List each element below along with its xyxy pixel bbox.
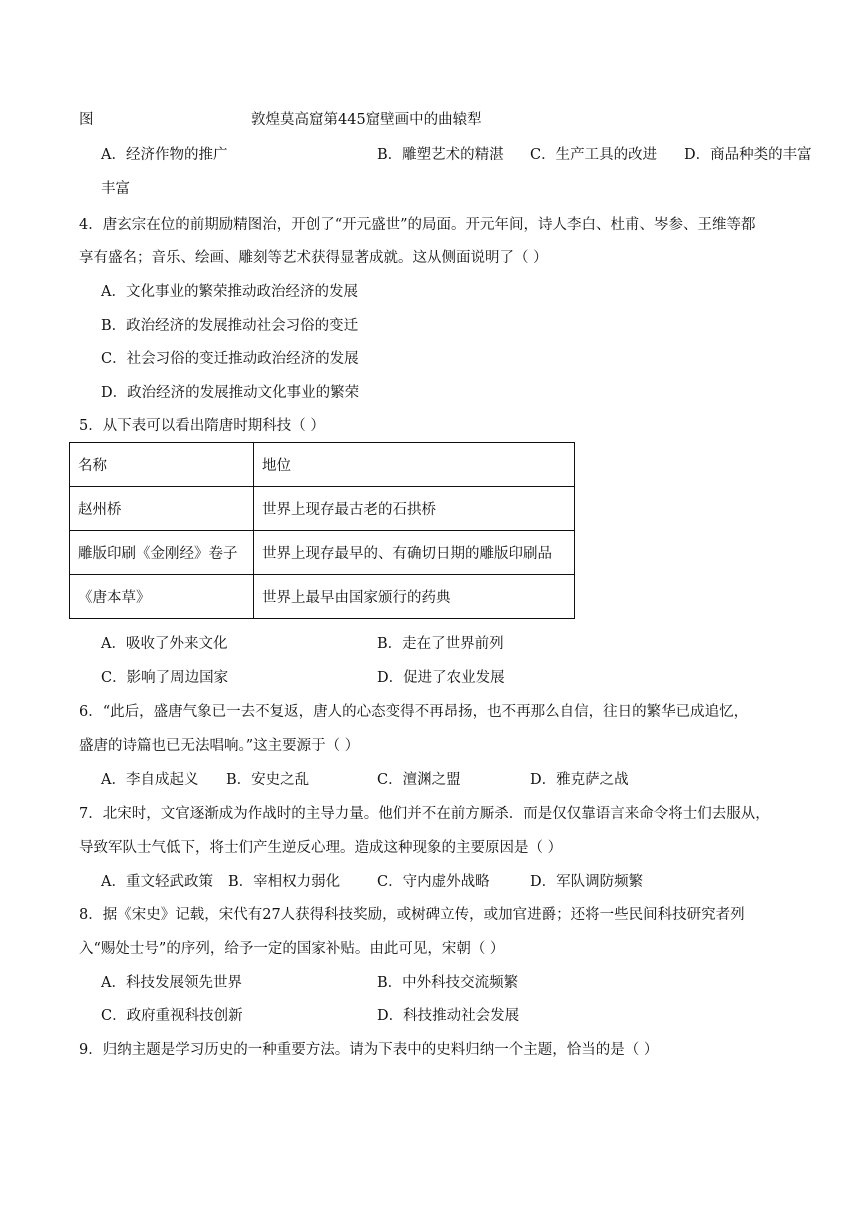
q3-option-d-wrap: 丰富 [101,181,130,197]
table-cell: 赵州桥 [70,487,254,531]
q7-option-a: A．重文轻武政策 [101,874,213,890]
q8-stem-line2: 入“赐处士号”的序列，给予一定的国家补贴。由此可见，宋朝（ ） [79,941,505,957]
q6-option-d: D．雅克萨之战 [530,772,629,788]
q9-stem: 9．归纳主题是学习历史的一种重要方法。请为下表中的史料归纳一个主题，恰当的是（ ） [79,1042,659,1058]
q7-option-d: D．军队调防频繁 [530,874,644,890]
table-row [70,575,575,619]
table-header-row [70,443,575,487]
q7-stem-line1: 7．北宋时，文官逐渐成为作战时的主导力量。他们并不在前方厮杀．而是仅仅靠语言来命令将士们去服从， [79,806,770,822]
q5-option-d: D．促进了农业发展 [377,670,505,686]
q4-stem-line2: 享有盛名；音乐、绘画、雕刻等艺术获得显著成就。这从侧面说明了（ ） [79,250,548,266]
q8-option-c: C．政府重视科技创新 [101,1008,243,1024]
q6-stem-line1: 6．“此后，盛唐气象已一去不复返，唐人的心态变得不再昂扬，也不再那么自信，往日的繁华已成追忆， [79,704,749,720]
table-cell: 世界上现存最早的、有确切日期的雕版印刷品 [254,531,575,575]
q4-option-d: D．政治经济的发展推动文化事业的繁荣 [101,385,360,401]
q5-option-b: B．走在了世界前列 [377,636,504,652]
q8-stem-line1: 8．据《宋史》记载，宋代有27人获得科技奖励，或树碑立传，或加官进爵；还将一些民间科技研究者列 [79,907,745,923]
figure-label: 图 [79,112,94,128]
q6-option-a: A．李自成起义 [101,772,199,788]
q4-stem-line1: 4．唐玄宗在位的前期励精图治，开创了“开元盛世”的局面。开元年间，诗人李白、杜甫、岑参、王维等都 [79,217,756,233]
q3-option-a: A．经济作物的推广 [101,147,228,163]
q4-option-b: B．政治经济的发展推动社会习俗的变迁 [101,318,359,334]
q8-option-b: B．中外科技交流频繁 [377,975,519,991]
q6-option-c: C．澶渊之盟 [377,772,461,788]
q8-option-d: D．科技推动社会发展 [377,1008,520,1024]
table-cell: 世界上最早由国家颁行的药典 [254,575,575,619]
q7-option-c: C．守内虚外战略 [377,874,490,890]
table-header-name: 名称 [70,443,254,487]
q4-option-c: C．社会习俗的变迁推动政治经济的发展 [101,351,359,367]
table-cell: 《唐本草》 [70,575,254,619]
table-row [70,531,575,575]
figure-caption: 敦煌莫高窟第445窟壁画中的曲辕犁 [251,112,482,128]
q7-option-b: B．宰相权力弱化 [228,874,341,890]
q5-option-c: C．影响了周边国家 [101,670,229,686]
table-cell: 雕版印刷《金刚经》卷子 [70,531,254,575]
q7-stem-line2: 导致军队士气低下，将士们产生逆反心理。造成这种现象的主要原因是（ ） [79,840,563,856]
q6-stem-line2: 盛唐的诗篇也已无法唱响。”这主要源于（ ） [79,738,360,754]
tech-table [69,442,575,619]
q3-option-b: B．雕塑艺术的精湛 [377,147,504,163]
q3-option-d: D．商品种类的丰富 [684,147,812,163]
q3-option-c: C．生产工具的改进 [530,147,658,163]
q4-option-a: A．文化事业的繁荣推动政治经济的发展 [101,284,358,300]
q8-option-a: A．科技发展领先世界 [101,975,242,991]
table-header-status: 地位 [254,443,575,487]
table-row [70,487,575,531]
q6-option-b: B．安史之乱 [226,772,310,788]
table-cell: 世界上现存最古老的石拱桥 [254,487,575,531]
q5-stem: 5．从下表可以看出隋唐时期科技（ ） [79,418,325,434]
q5-option-a: A．吸收了外来文化 [101,636,228,652]
